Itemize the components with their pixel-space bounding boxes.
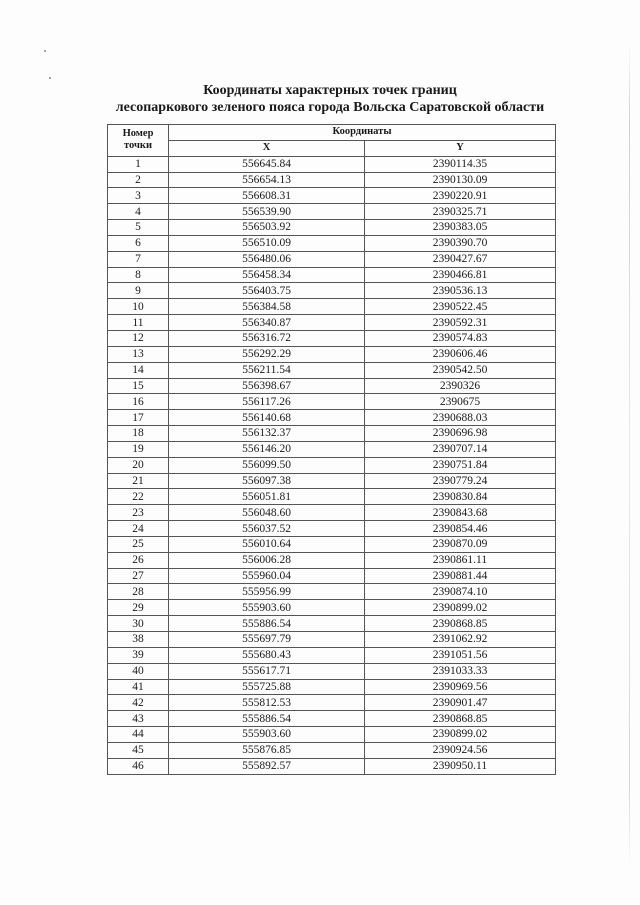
x-coordinate-cell: 556010.64 [169,536,365,552]
document-title-line2: лесопаркового зеленого пояса города Вольска Саратовской области [115,100,545,115]
table-row [108,172,556,188]
point-number-cell: 6 [108,235,169,251]
y-coordinate-cell: 2390899.02 [365,727,556,743]
y-coordinate-cell: 2390606.46 [365,346,556,362]
table-row [108,521,556,537]
point-number-cell: 30 [108,616,169,632]
point-number-cell: 14 [108,362,169,378]
point-number-cell: 5 [108,220,169,236]
table-row [108,711,556,727]
y-coordinate-cell: 2390522.45 [365,299,556,315]
coordinates-table [107,124,556,775]
x-coordinate-cell: 556340.87 [169,315,365,331]
y-coordinate-cell: 2390574.83 [365,330,556,346]
x-coordinate-cell: 556458.34 [169,267,365,283]
point-number-cell: 1 [108,156,169,172]
x-coordinate-cell: 555886.54 [169,711,365,727]
x-coordinate-cell: 555960.04 [169,568,365,584]
point-number-cell: 44 [108,727,169,743]
y-coordinate-cell: 2390592.31 [365,315,556,331]
table-row [108,220,556,236]
x-coordinate-cell: 556316.72 [169,330,365,346]
y-coordinate-cell: 2390696.98 [365,426,556,442]
y-coordinate-cell: 2390868.85 [365,711,556,727]
table-row [108,616,556,632]
point-number-cell: 22 [108,489,169,505]
x-coordinate-cell: 556140.68 [169,410,365,426]
point-number-cell: 4 [108,204,169,220]
header-point-number-line2: точки [123,140,153,152]
header-point-number [108,125,169,157]
y-coordinate-cell: 2390707.14 [365,441,556,457]
y-coordinate-cell: 2390924.56 [365,742,556,758]
x-coordinate-cell: 556292.29 [169,346,365,362]
x-coordinate-cell: 556654.13 [169,172,365,188]
y-coordinate-cell: 2390874.10 [365,584,556,600]
x-coordinate-cell: 556480.06 [169,251,365,267]
table-row [108,473,556,489]
y-coordinate-cell: 2390779.24 [365,473,556,489]
y-coordinate-cell: 2390536.13 [365,283,556,299]
table-row [108,536,556,552]
point-number-cell: 16 [108,394,169,410]
point-number-cell: 19 [108,441,169,457]
point-number-cell: 40 [108,663,169,679]
y-coordinate-cell: 2390688.03 [365,410,556,426]
y-coordinate-cell: 2390854.46 [365,521,556,537]
table-header [108,125,556,157]
x-coordinate-cell: 556384.58 [169,299,365,315]
x-coordinate-cell: 556539.90 [169,204,365,220]
table-row [108,632,556,648]
table-row [108,695,556,711]
table-row [108,410,556,426]
x-coordinate-cell: 556117.26 [169,394,365,410]
point-number-cell: 26 [108,552,169,568]
point-number-cell: 23 [108,505,169,521]
header-x: X [169,140,365,156]
point-number-cell: 28 [108,584,169,600]
y-coordinate-cell: 2390130.09 [365,172,556,188]
table-row [108,299,556,315]
x-coordinate-cell: 556006.28 [169,552,365,568]
table-row [108,156,556,172]
table-row [108,441,556,457]
table-row [108,362,556,378]
table-row [108,283,556,299]
point-number-cell: 27 [108,568,169,584]
point-number-cell: 8 [108,267,169,283]
point-number-cell: 46 [108,758,169,774]
table-row [108,552,556,568]
point-number-cell: 10 [108,299,169,315]
y-coordinate-cell: 2390325.71 [365,204,556,220]
table-row [108,378,556,394]
y-coordinate-cell: 2390220.91 [365,188,556,204]
x-coordinate-cell: 555892.57 [169,758,365,774]
y-coordinate-cell: 2390751.84 [365,457,556,473]
point-number-cell: 38 [108,632,169,648]
y-coordinate-cell: 2390675 [365,394,556,410]
table-row [108,505,556,521]
y-coordinate-cell: 2391033.33 [365,663,556,679]
point-number-cell: 24 [108,521,169,537]
point-number-cell: 43 [108,711,169,727]
point-number-cell: 3 [108,188,169,204]
point-number-cell: 7 [108,251,169,267]
point-number-cell: 41 [108,679,169,695]
x-coordinate-cell: 556211.54 [169,362,365,378]
x-coordinate-cell: 555812.53 [169,695,365,711]
table-row [108,188,556,204]
table-row [108,489,556,505]
x-coordinate-cell: 556503.92 [169,220,365,236]
x-coordinate-cell: 555903.60 [169,600,365,616]
y-coordinate-cell: 2390114.35 [365,156,556,172]
y-coordinate-cell: 2390950.11 [365,758,556,774]
y-coordinate-cell: 2390969.56 [365,679,556,695]
point-number-cell: 15 [108,378,169,394]
table-row [108,330,556,346]
y-coordinate-cell: 2390899.02 [365,600,556,616]
x-coordinate-cell: 556398.67 [169,378,365,394]
y-coordinate-cell: 2390830.84 [365,489,556,505]
x-coordinate-cell: 556099.50 [169,457,365,473]
point-number-cell: 9 [108,283,169,299]
x-coordinate-cell: 556608.31 [169,188,365,204]
table-row [108,679,556,695]
point-number-cell: 21 [108,473,169,489]
table-row [108,394,556,410]
x-coordinate-cell: 556037.52 [169,521,365,537]
table-body [108,156,556,774]
point-number-cell: 2 [108,172,169,188]
scan-edge-shadow [629,40,630,870]
table-row [108,584,556,600]
table-row [108,758,556,774]
y-coordinate-cell: 2390843.68 [365,505,556,521]
table-row [108,727,556,743]
table-row [108,663,556,679]
y-coordinate-cell: 2390861.11 [365,552,556,568]
y-coordinate-cell: 2391051.56 [365,647,556,663]
table-row [108,426,556,442]
point-number-cell: 13 [108,346,169,362]
table-row [108,346,556,362]
document-title-line1: Координаты характерных точек границ [203,83,457,98]
y-coordinate-cell: 2390383.05 [365,220,556,236]
y-coordinate-cell: 2390870.09 [365,536,556,552]
scan-speck [44,50,46,52]
x-coordinate-cell: 555680.43 [169,647,365,663]
table-row [108,267,556,283]
point-number-cell: 18 [108,426,169,442]
x-coordinate-cell: 556146.20 [169,441,365,457]
y-coordinate-cell: 2390390.70 [365,235,556,251]
x-coordinate-cell: 556048.60 [169,505,365,521]
point-number-cell: 29 [108,600,169,616]
x-coordinate-cell: 555903.60 [169,727,365,743]
table-row [108,204,556,220]
x-coordinate-cell: 556051.81 [169,489,365,505]
y-coordinate-cell: 2390326 [365,378,556,394]
x-coordinate-cell: 556097.38 [169,473,365,489]
table-row [108,647,556,663]
y-coordinate-cell: 2391062.92 [365,632,556,648]
point-number-cell: 20 [108,457,169,473]
y-coordinate-cell: 2390901.47 [365,695,556,711]
table-row [108,568,556,584]
y-coordinate-cell: 2390542.50 [365,362,556,378]
header-point-number-line1: Номер [122,128,154,140]
y-coordinate-cell: 2390466.81 [365,267,556,283]
header-coordinates: Координаты [169,125,556,141]
x-coordinate-cell: 556510.09 [169,235,365,251]
y-coordinate-cell: 2390427.67 [365,251,556,267]
y-coordinate-cell: 2390868.85 [365,616,556,632]
x-coordinate-cell: 555617.71 [169,663,365,679]
table-row [108,600,556,616]
x-coordinate-cell: 556645.84 [169,156,365,172]
table-row [108,315,556,331]
x-coordinate-cell: 555876.85 [169,742,365,758]
point-number-cell: 39 [108,647,169,663]
point-number-cell: 17 [108,410,169,426]
scan-speck [49,77,51,79]
table-row [108,251,556,267]
table-row [108,235,556,251]
header-y: Y [365,140,556,156]
point-number-cell: 11 [108,315,169,331]
point-number-cell: 45 [108,742,169,758]
y-coordinate-cell: 2390881.44 [365,568,556,584]
point-number-cell: 12 [108,330,169,346]
table-row [108,742,556,758]
x-coordinate-cell: 555886.54 [169,616,365,632]
point-number-cell: 25 [108,536,169,552]
x-coordinate-cell: 555725.88 [169,679,365,695]
table-row [108,457,556,473]
x-coordinate-cell: 556403.75 [169,283,365,299]
x-coordinate-cell: 555697.79 [169,632,365,648]
point-number-cell: 42 [108,695,169,711]
x-coordinate-cell: 555956.99 [169,584,365,600]
x-coordinate-cell: 556132.37 [169,426,365,442]
